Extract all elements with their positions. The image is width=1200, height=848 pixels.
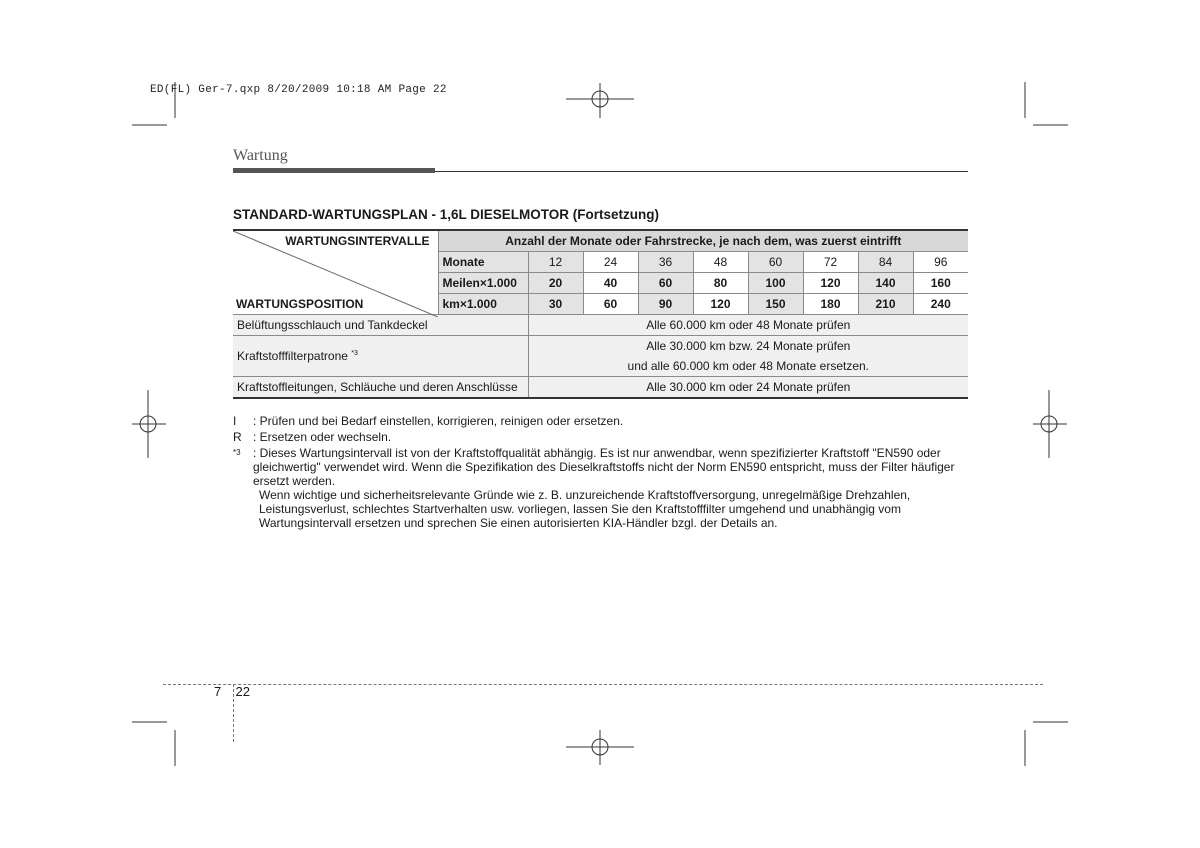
interval-cell: 120 [803, 273, 858, 294]
interval-cell: 24 [583, 252, 638, 273]
interval-cell: 20 [528, 273, 583, 294]
note-key: R [233, 430, 242, 444]
interval-cell: 40 [583, 273, 638, 294]
table-row [233, 336, 968, 377]
item-schedule: Alle 60.000 km oder 48 Monate prüfen [528, 315, 968, 336]
note-text: : Prüfen und bei Bedarf einstellen, korrigieren, reinigen oder ersetzen. [253, 414, 624, 428]
interval-cell: 90 [638, 294, 693, 315]
header-accent-bar [233, 168, 435, 173]
interval-cell: 240 [913, 294, 968, 315]
table-row [233, 377, 968, 399]
item-name: Kraftstoffleitungen, Schläuche und deren Anschlüsse [233, 377, 528, 399]
item-name-text: Kraftstofffilterpatrone [237, 349, 352, 363]
interval-cell: 60 [638, 273, 693, 294]
footnote-ref: *3 [351, 350, 358, 357]
note-paragraph: : Dieses Wartungsintervall ist von der Kraftstoffqualität abhängig. Es ist nur anwendbar, wenn spezifizierter Kraftstoff "EN590 oder gleichwertig" verwendet wird. Wenn die Spezifikation des Dieselkraftstoffs nicht der Norm EN590 entspricht, muss der Filter häufiger ersetzt werden. [253, 446, 955, 488]
note-item [233, 430, 968, 444]
schedule-line: und alle 60.000 km oder 48 Monate ersetzen. [627, 359, 870, 373]
interval-cell: 60 [748, 252, 803, 273]
table-title: STANDARD-WARTUNGSPLAN - 1,6L DIESELMOTOR (Fortsetzung) [233, 207, 659, 222]
row-label: Monate [438, 252, 528, 273]
position-heading: WARTUNGSPOSITION [236, 297, 364, 311]
interval-cell: 120 [693, 294, 748, 315]
interval-cell: 100 [748, 273, 803, 294]
note-key: *3 [233, 448, 241, 457]
interval-cell: 12 [528, 252, 583, 273]
schedule-line: Alle 30.000 km bzw. 24 Monate prüfen [646, 339, 851, 353]
interval-cell: 210 [858, 294, 913, 315]
interval-cell: 60 [583, 294, 638, 315]
maintenance-table [233, 229, 968, 399]
footnotes [233, 414, 968, 530]
interval-cell: 36 [638, 252, 693, 273]
footer-rule [163, 684, 1043, 685]
interval-cell: 150 [748, 294, 803, 315]
interval-cell: 30 [528, 294, 583, 315]
note-key: I [233, 414, 237, 428]
registration-mark-top [566, 83, 634, 118]
note-text [253, 446, 968, 530]
table-row [233, 315, 968, 336]
interval-cell: 84 [858, 252, 913, 273]
registration-mark-bottom [566, 730, 634, 765]
row-label: km×1.000 [438, 294, 528, 315]
interval-cell: 72 [803, 252, 858, 273]
item-name [233, 336, 528, 377]
registration-mark-left [132, 390, 166, 458]
note-text: : Ersetzen oder wechseln. [253, 430, 392, 444]
table-corner-cell [233, 230, 438, 315]
section-title: Wartung [233, 147, 288, 164]
interval-cell: 96 [913, 252, 968, 273]
chapter-number: 7 [214, 684, 222, 699]
page-index: 22 [235, 684, 250, 699]
note-item [233, 414, 968, 428]
interval-heading: WARTUNGSINTERVALLE [285, 234, 430, 248]
page-number [214, 684, 250, 699]
print-slug: ED(FL) Ger-7.qxp 8/20/2009 10:18 AM Page 22 [150, 84, 447, 96]
interval-cell: 140 [858, 273, 913, 294]
item-schedule [528, 336, 968, 377]
interval-cell: 80 [693, 273, 748, 294]
interval-cell: 180 [803, 294, 858, 315]
note-item [233, 446, 968, 530]
note-paragraph: Wenn wichtige und sicherheitsrelevante Gründe wie z. B. unzureichende Kraftstoffversorgung, unregelmäßige Drehzahlen, Leistungsverlust, schlechtes Startverhalten usw. vorliegen, lassen Sie den Kraftstofffilter umgehend und unabhängig vom Wartungsintervall ersetzen und sprechen Sie einen autorisierten KIA-Händler bzgl. der Details an. [259, 488, 911, 530]
item-name: Belüftungsschlauch und Tankdeckel [233, 315, 528, 336]
span-header: Anzahl der Monate oder Fahrstrecke, je nach dem, was zuerst eintrifft [438, 230, 968, 252]
registration-mark-right [1033, 390, 1067, 458]
interval-cell: 160 [913, 273, 968, 294]
interval-cell: 48 [693, 252, 748, 273]
row-label: Meilen×1.000 [438, 273, 528, 294]
item-schedule: Alle 30.000 km oder 24 Monate prüfen [528, 377, 968, 399]
